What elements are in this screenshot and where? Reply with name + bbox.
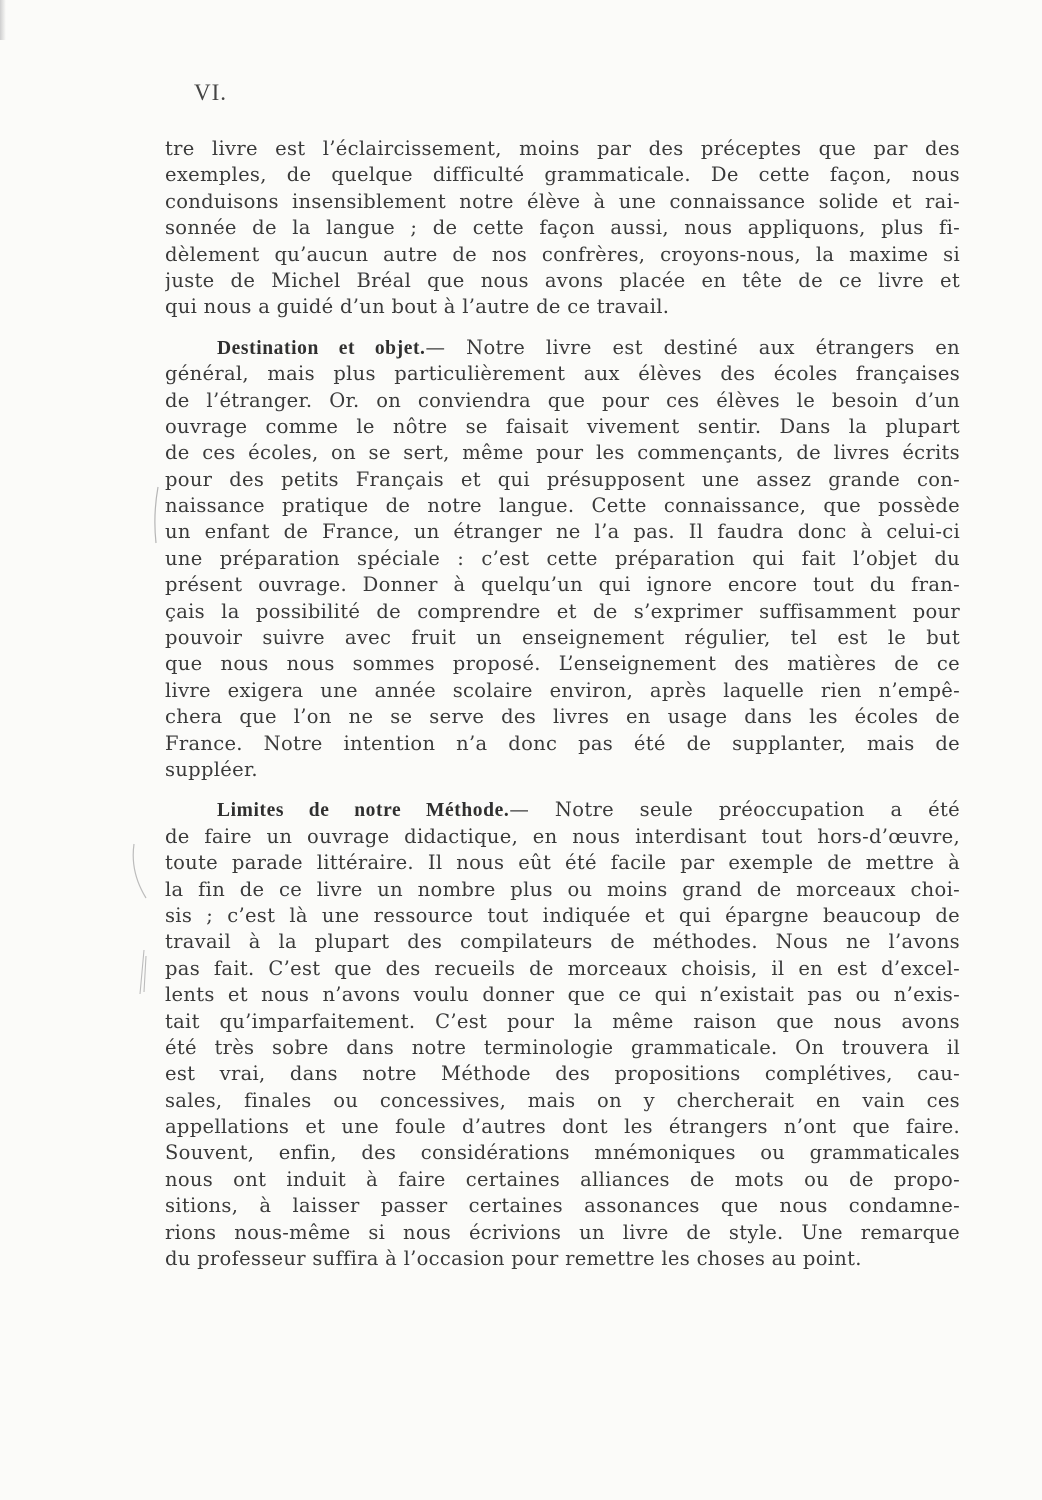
text-line: que nous nous sommes proposé. L’enseignement des matières de ce [165,652,960,676]
margin-pencil-mark [134,948,154,998]
heading-line-rest: — Notre livre est destiné aux étrangers en [425,335,960,359]
margin-pencil-mark [150,485,162,545]
paragraph-destination [165,335,960,784]
text-line: naissance pratique de notre langue. Cette connaissance, que possède [165,494,960,518]
text-line: Souvent, enfin, des considérations mnémoniques ou grammaticales [165,1141,960,1165]
text-line: général, mais plus particulièrement aux élèves des écoles françaises [165,362,960,386]
text-line: exemples, de quelque difficulté grammaticale. De cette façon, nous [165,163,960,187]
text-line: pas fait. C’est que des recueils de morceaux choisis, il en est d’excel- [165,956,960,980]
section-heading-destination: Destination et objet. [217,337,426,359]
text-line: toute parade littéraire. Il nous eût été facile par exemple de mettre à [165,851,960,875]
text-line: tait qu’imparfaitement. C’est pour la même raison que nous avons [165,1009,960,1033]
text-line: une préparation spéciale : c’est cette préparation qui fait l’objet du [165,546,960,570]
text-line: sonnée de la langue ; de cette façon aussi, nous appliquons, plus fi- [165,216,960,240]
text-line: du professeur suffira à l’occasion pour remettre les choses au point. [165,1247,862,1271]
text-line: sales, finales ou concessives, mais on y chercherait en vain ces [165,1088,960,1112]
text-line: rions nous-même si nous écrivions un livre de style. Une remarque [165,1220,960,1244]
text-line: juste de Michel Bréal que nous avons placée en tête de ce livre et [165,268,960,292]
text-line: travail à la plupart des compilateurs de méthodes. Nous ne l’avons [165,930,960,954]
text-line: conduisons insensiblement notre élève à une connaissance solide et rai- [165,189,960,213]
text-line: ouvrage comme le nôtre se faisait vivement sentir. Dans la plupart [165,414,960,438]
text-line: pouvoir suivre avec fruit un enseignement régulier, tel est le but [165,626,960,650]
margin-pencil-mark [128,842,150,902]
text-line: appellations et une foule d’autres dont les étrangers n’ont que faire. [165,1115,960,1139]
text-line-with-heading [165,797,960,823]
text-line: un enfant de France, un étranger ne l’a pas. Il faudra donc à celui-ci [165,520,960,544]
text-line: tre livre est l’éclaircissement, moins par des préceptes que par des [165,137,960,160]
paragraph-limites [165,797,960,1272]
text-line: de faire un ouvrage didactique, en nous interdisant tout hors-d’œuvre, [165,824,960,848]
text-line: été très sobre dans notre terminologie grammaticale. On trouvera il [165,1035,960,1059]
text-line: çais la possibilité de comprendre et de s’exprimer suffisamment pour [165,599,960,623]
text-line: de ces écoles, on se sert, même pour les commençants, de livres écrits [165,441,960,465]
page-text [165,136,960,1286]
section-heading-limites: Limites de notre Méthode. [217,800,510,822]
text-line: pour des petits Français et qui présupposent une assez grande con- [165,467,960,491]
text-line-with-heading [165,335,960,361]
text-line: présent ouvrage. Donner à quelqu’un qui ignore encore tout du fran- [165,573,960,597]
text-line: de l’étranger. Or. on conviendra que pour ces élèves le besoin d’un [165,388,960,412]
text-line: la fin de ce livre un nombre plus ou moins grand de morceaux choi- [165,877,960,901]
text-line: dèlement qu’aucun autre de nos confrères, croyons-nous, la maxime si [165,242,960,266]
paragraph-intro [165,136,960,321]
text-line: France. Notre intention n’a donc pas été de supplanter, mais de [165,731,960,755]
heading-line-rest: — Notre seule préoccupation a été [509,798,960,822]
text-line: livre exigera une année scolaire environ, après laquelle rien n’empê- [165,678,960,702]
text-line: lents et nous n’avons voulu donner que ce qui n’existait pas ou n’exis- [165,983,960,1007]
text-line: chera que l’on ne se serve des livres en usage dans les écoles de [165,705,960,729]
text-line: qui nous a guidé d’un bout à l’autre de ce travail. [165,295,670,319]
text-line: sitions, à laisser passer certaines assonances que nous condamne- [165,1194,960,1218]
text-line: sis ; c’est là une ressource tout indiquée et qui épargne beaucoup de [165,903,960,927]
text-line: suppléer. [165,757,258,781]
page-folio: VI. [194,80,228,105]
scan-edge [0,0,6,40]
text-line: est vrai, dans notre Méthode des propositions complétives, cau- [165,1062,960,1086]
text-line: nous ont induit à faire certaines alliances de mots ou de propo- [165,1167,960,1191]
